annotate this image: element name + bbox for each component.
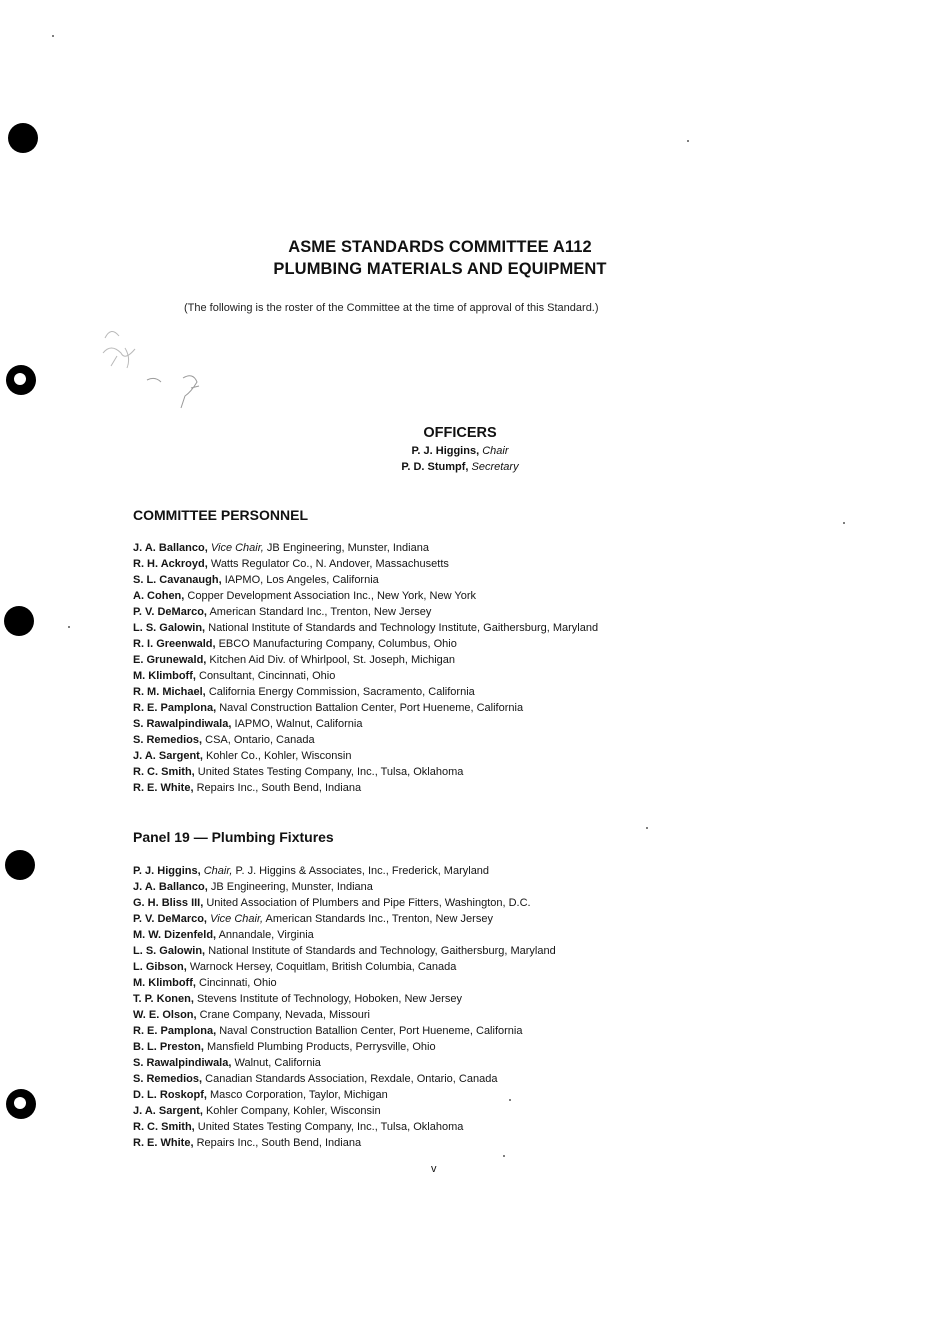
member-name: S. Rawalpindiwala, <box>133 1057 232 1069</box>
member-affiliation: Kitchen Aid Div. of Whirlpool, St. Joseph, Michigan <box>209 654 455 666</box>
list-item <box>133 1087 853 1103</box>
punch-hole <box>6 365 36 395</box>
scan-speck <box>503 1155 505 1157</box>
list-item <box>133 991 853 1007</box>
member-name: M. Klimboff, <box>133 670 196 682</box>
member-name: J. A. Sargent, <box>133 1105 203 1117</box>
member-affiliation: United Association of Plumbers and Pipe Fitters, Washington, D.C. <box>206 897 531 909</box>
scan-speck <box>687 140 689 142</box>
punch-hole <box>4 606 34 636</box>
list-item <box>133 879 853 895</box>
member-affiliation: Warnock Hersey, Coquitlam, British Columbia, Canada <box>189 961 457 973</box>
list-item <box>133 652 853 668</box>
member-affiliation: California Energy Commission, Sacramento, California <box>208 686 475 698</box>
member-affiliation: Kohler Co., Kohler, Wisconsin <box>205 750 352 762</box>
member-affiliation: United States Testing Company, Inc., Tulsa, Oklahoma <box>197 1121 464 1133</box>
member-name: R. E. Pamplona, <box>133 1025 217 1037</box>
officer-secretary <box>340 461 580 473</box>
member-name: B. L. Preston, <box>133 1041 204 1053</box>
roster-note: (The following is the roster of the Committee at the time of approval of this Standard.) <box>184 302 599 314</box>
list-item <box>133 927 853 943</box>
member-affiliation: Naval Construction Battalion Center, Port Hueneme, California <box>219 702 524 714</box>
member-name: P. V. DeMarco, <box>133 606 207 618</box>
member-affiliation: Crane Company, Nevada, Missouri <box>199 1009 370 1021</box>
list-item <box>133 1071 853 1087</box>
member-affiliation: Copper Development Association Inc., New York, New York <box>187 590 477 602</box>
member-affiliation: Naval Construction Batallion Center, Port Hueneme, California <box>219 1025 523 1037</box>
list-item <box>133 572 853 588</box>
member-name: R. C. Smith, <box>133 766 195 778</box>
member-affiliation: Kohler Company, Kohler, Wisconsin <box>205 1105 381 1117</box>
committee-subtitle: PLUMBING MATERIALS AND EQUIPMENT <box>273 260 607 278</box>
list-item <box>133 636 853 652</box>
member-affiliation: Annandale, Virginia <box>218 929 314 941</box>
list-item <box>133 748 853 764</box>
list-item <box>133 764 853 780</box>
list-item <box>133 620 853 636</box>
officer-name: P. D. Stumpf, <box>401 461 469 473</box>
member-name: T. P. Konen, <box>133 993 194 1005</box>
member-affiliation: Watts Regulator Co., N. Andover, Massachusetts <box>210 558 449 570</box>
scan-speck <box>52 35 54 37</box>
officers-heading: OFFICERS <box>423 425 497 441</box>
member-name: J. A. Ballanco, <box>133 542 208 554</box>
member-name: R. M. Michael, <box>133 686 206 698</box>
member-name: L. Gibson, <box>133 961 187 973</box>
member-name: M. Klimboff, <box>133 977 196 989</box>
member-affiliation: JB Engineering, Munster, Indiana <box>266 542 429 554</box>
committee-personnel-heading: COMMITTEE PERSONNEL <box>133 507 309 523</box>
member-affiliation: Stevens Institute of Technology, Hoboken, New Jersey <box>196 993 462 1005</box>
member-name: S. Remedios, <box>133 1073 203 1085</box>
page-number: v <box>431 1163 437 1175</box>
member-name: P. V. DeMarco, <box>133 913 207 925</box>
list-item <box>133 684 853 700</box>
member-name: R. C. Smith, <box>133 1121 195 1133</box>
member-affiliation: Mansfield Plumbing Products, Perrysville, Ohio <box>206 1041 436 1053</box>
member-role: Vice Chair, <box>210 542 264 554</box>
member-affiliation: Repairs Inc., South Bend, Indiana <box>196 782 362 794</box>
punch-hole <box>6 1089 36 1119</box>
list-item <box>133 540 853 556</box>
list-item <box>133 1119 853 1135</box>
member-name: R. E. Pamplona, <box>133 702 217 714</box>
member-affiliation: Repairs Inc., South Bend, Indiana <box>196 1137 362 1149</box>
list-item <box>133 1023 853 1039</box>
committee-personnel-list <box>133 540 853 796</box>
list-item <box>133 668 853 684</box>
member-name: R. E. White, <box>133 782 194 794</box>
pencil-scribble <box>95 318 225 418</box>
member-affiliation: IAPMO, Los Angeles, California <box>224 574 379 586</box>
member-affiliation: Consultant, Cincinnati, Ohio <box>199 670 336 682</box>
member-affiliation: Cincinnati, Ohio <box>199 977 277 989</box>
list-item <box>133 863 853 879</box>
member-name: S. L. Cavanaugh, <box>133 574 222 586</box>
member-name: S. Remedios, <box>133 734 203 746</box>
list-item <box>133 604 853 620</box>
member-name: P. J. Higgins, <box>133 865 201 877</box>
member-role: Chair, <box>203 865 233 877</box>
member-role: Vice Chair, <box>210 913 264 925</box>
member-name: L. S. Galowin, <box>133 945 206 957</box>
member-affiliation: JB Engineering, Munster, Indiana <box>210 881 373 893</box>
committee-title: ASME STANDARDS COMMITTEE A112 <box>288 238 592 256</box>
officer-name: P. J. Higgins, <box>411 445 480 457</box>
member-name: W. E. Olson, <box>133 1009 197 1021</box>
member-name: R. I. Greenwald, <box>133 638 216 650</box>
list-item <box>133 700 853 716</box>
member-affiliation: National Institute of Standards and Technology Institute, Gaithersburg, Maryland <box>208 622 599 634</box>
member-name: L. S. Galowin, <box>133 622 206 634</box>
panel-19-heading: Panel 19 — Plumbing Fixtures <box>133 829 334 845</box>
scan-speck <box>646 827 648 829</box>
list-item <box>133 959 853 975</box>
officer-role: Chair <box>482 445 509 457</box>
member-name: G. H. Bliss III, <box>133 897 204 909</box>
punch-hole <box>5 850 35 880</box>
list-item <box>133 556 853 572</box>
officer-role: Secretary <box>471 461 519 473</box>
member-affiliation: CSA, Ontario, Canada <box>205 734 315 746</box>
member-name: R. H. Ackroyd, <box>133 558 208 570</box>
member-name: S. Rawalpindiwala, <box>133 718 232 730</box>
member-affiliation: American Standards Inc., Trenton, New Jersey <box>265 913 493 925</box>
punch-hole <box>8 123 38 153</box>
list-item <box>133 588 853 604</box>
list-item <box>133 1103 853 1119</box>
list-item <box>133 943 853 959</box>
list-item <box>133 780 853 796</box>
scan-speck <box>68 626 70 628</box>
list-item <box>133 1007 853 1023</box>
list-item <box>133 911 853 927</box>
member-affiliation: Walnut, California <box>234 1057 321 1069</box>
list-item <box>133 1135 853 1151</box>
member-affiliation: IAPMO, Walnut, California <box>234 718 363 730</box>
list-item <box>133 975 853 991</box>
list-item <box>133 895 853 911</box>
list-item <box>133 732 853 748</box>
member-affiliation: United States Testing Company, Inc., Tulsa, Oklahoma <box>197 766 464 778</box>
member-name: R. E. White, <box>133 1137 194 1149</box>
member-name: J. A. Ballanco, <box>133 881 208 893</box>
member-name: M. W. Dizenfeld, <box>133 929 217 941</box>
member-affiliation: Masco Corporation, Taylor, Michigan <box>210 1089 388 1101</box>
member-affiliation: EBCO Manufacturing Company, Columbus, Ohio <box>218 638 457 650</box>
scan-speck <box>843 522 845 524</box>
member-name: A. Cohen, <box>133 590 185 602</box>
member-affiliation: National Institute of Standards and Technology, Gaithersburg, Maryland <box>208 945 556 957</box>
member-affiliation: American Standard Inc., Trenton, New Jersey <box>209 606 432 618</box>
list-item <box>133 1039 853 1055</box>
member-name: D. L. Roskopf, <box>133 1089 207 1101</box>
member-affiliation: Canadian Standards Association, Rexdale, Ontario, Canada <box>205 1073 498 1085</box>
member-affiliation: P. J. Higgins & Associates, Inc., Frederick, Maryland <box>235 865 490 877</box>
member-name: E. Grunewald, <box>133 654 207 666</box>
list-item <box>133 1055 853 1071</box>
member-name: J. A. Sargent, <box>133 750 203 762</box>
officer-chair <box>340 445 580 457</box>
panel-19-list <box>133 863 853 1151</box>
list-item <box>133 716 853 732</box>
